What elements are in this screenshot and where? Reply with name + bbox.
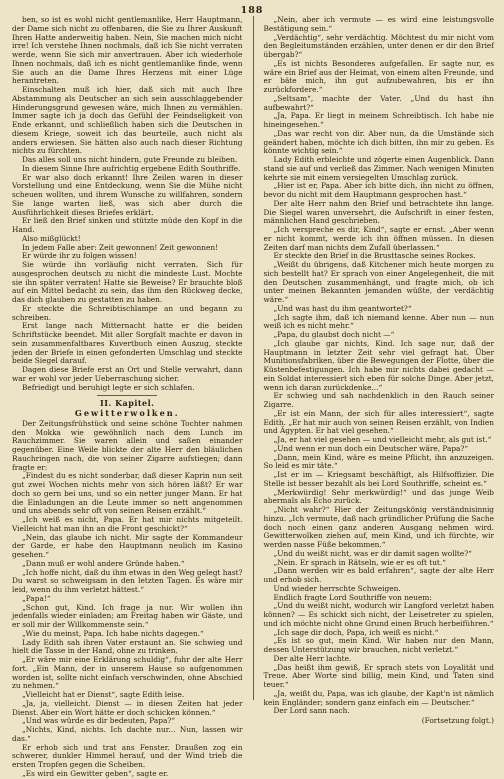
paragraph: „Nein, aber ich vermute — es wird eine leistungsvolle Bestätigung sein.“ — [263, 15, 494, 33]
left-column — [12, 15, 243, 778]
right-column — [263, 15, 495, 725]
paragraph: „Schon gut, Kind. Ich frage ja nur. Wir wollen ihn jedenfalls wieder einladen; am Freitag haben wir Gäste, und er soll mir der Willkommenste sein.“ — [12, 602, 243, 629]
paragraph: „Und was würde es dir bedeuten, Papa?“ — [22, 716, 176, 726]
column-rule — [253, 16, 254, 700]
paragraph: Er würde ihr zu folgen wissen! — [22, 251, 137, 261]
paragraph: „Das war recht von dir. Aber nun, da die Umstände sich geändert haben, möchte ich dich bitten, ihn mir zu geben. Es könnte wichtig sein.“ — [263, 128, 494, 156]
paragraph: In jedem Falle aber: Zeit gewonnen! Zeit gewonnen! — [22, 242, 219, 252]
paragraph: „Weißt du übrigens, daß Kitchener mich heute morgen zu sich bestellt hat? Er sprach von einer Angelegenheit, die mit den Deutschen zusammenhängt, und fragte mich, ob ich unter meinen Bekannten jemanden wüßte, der verdächtig wäre.“ — [263, 260, 494, 304]
paragraph: „Dann werden wir es bald erfahren“, sagte der alte Herr und erhob sich. — [263, 566, 494, 584]
paragraph: „Nein. Er sprach in Rätseln, wie er es oft tut.“ — [273, 557, 446, 567]
paragraph: In diesem Sinne Ihre aufrichtig ergebene Edith Southriffe. — [22, 163, 241, 173]
paragraph: „Findest du es nicht sonderbar, daß dieser Kaprin nun seit gut zwei Wochen nichts mehr von sich hören läßt? Er war doch so gern bei uns, und so ein netter junger Mann. Er hat die Einladungen an die Leute immer so nett angenommen und uns abends sehr oft von seinen Reisen erzählt.“ — [12, 471, 243, 516]
paragraph: „Hier ist er, Papa. Aber ich bitte dich, ihn nicht zu öffnen, bevor du nicht mit dem Hauptmann gesprochen hast.“ — [263, 181, 494, 199]
paragraph: ben, so ist es wohl nicht gentlemanlike, Herr Hauptmann, der Dame sich nicht zu offenbaren, die Sie zu Ihrer Auskunft Ihren Hatte anderweitig haben. Nein, Sie machen mich nicht irre! Ich verstehe Ihnen nochmals, daß ich Sie nicht verraten werde, wenn Sie sich mir anvertrauen. Aber ich wiederhole Ihnen nochmals, daß ich es nicht gentlemanlike finde, wenn Sie auch an die Dame Ihres Herzens mit einer Lüge herantreten. — [12, 15, 243, 86]
paragraph: „Ich sagte ihm, daß ich niemand kenne. Aber nun — nun weiß ich es nicht mehr.“ — [263, 312, 494, 331]
paragraph: „Ich verspreche es dir, Kind“, sagte er ernst. „Aber wenn er nicht kommt, werde ich ihn öffnen müssen. In diesen Zeiten darf man nichts dem Zufall überlassen.“ — [263, 225, 494, 252]
paragraph: „Und was hast du ihm geantwortet?“ — [273, 303, 412, 313]
paragraph: Befriedigt und beruhigt legte er sich schlafen. — [22, 382, 195, 392]
left-column-text-bottom — [12, 420, 243, 779]
paragraph: „Nein, das glaube ich nicht. Mir sagte der Kommandeur der Garde, er habe den Hauptmann neulich im Kasino gesehen.“ — [12, 532, 243, 559]
paragraph: „Ist er im — Kriegsamt beschäftigt, als Hilfsoffizier. Die Stelle ist besser bezahlt als bei Lord Southriffe, scheint es.“ — [263, 470, 494, 488]
continuation-note: (Fortsetzung folgt.) — [421, 716, 494, 725]
paragraph: „Ja, Papa. Er liegt in meinem Schreibtisch. Ich habe nie hineingesehen.“ — [263, 111, 494, 129]
paragraph: „Vielleicht hat er Dienst“, sagte Edith leise. — [22, 690, 185, 699]
paragraph: Lady Edith erbleichte und zögerte einen Augenblick. Dann stand sie auf und verließ das Zimmer. Nach wenigen Minuten kehrte sie mit einem versiegelten Umschlag zurück. — [263, 155, 494, 182]
paragraph: „Nichts, Kind, nichts. Ich dachte nur... Nun, lassen wir das.“ — [12, 725, 243, 743]
paragraph: „Es ist so gut, mein Kind. Wir haben nur den Mann, dessen Unterstützung wir brauchen, nicht verletzt.“ — [263, 636, 494, 654]
paragraph: Sie würde ihn vorläufig nicht verraten. Sich für ausgesprochen deutsch zu nicht die mindeste Lust. Mochte sie ihn später verraten! Hatte sie Beweise? Er brauchte bloß auf ein Mittel bedacht zu sein, das ihm den Rückweg decke, das dich glauben zu gestatten zu haben. — [12, 260, 243, 304]
right-column-text — [264, 16, 495, 716]
paragraph: Das alles soll uns nicht hindern, gute Freunde zu bleiben. — [22, 155, 238, 164]
paragraph: „Nicht wahr?“ Hier der Zeitungskönig verständnisinnig hinzu. „Ich vermute, daß nach gründlicher Prüfung die Sache doch noch einen ganz anderen Ausgang nehmen wird. Gewitterwolken ziehen auf, mein Kind, und ich fürchte, wir werden nasse Füße bekommen.“ — [263, 505, 494, 549]
paragraph: „Und du weißt nicht, wodurch wir Langford verletzt haben können? — Es schickt sich nicht, der Leisetreter zu spielen, und ich möchte nicht ohne Grund einen Bruch herbeiführen.“ — [263, 601, 494, 628]
paragraph: „Ich weiß es nicht, Papa. Er hat mir nichts mitgeteilt. Vielleicht hat man ihn an die Front geschickt?“ — [12, 515, 243, 533]
paragraph: „Ja, weißt du, Papa, was ich glaube, der Kapt'n ist nämlich kein Engländer; sondern ganz einfach ein — Deutscher.“ — [263, 688, 494, 707]
paragraph: Dagen diese Briefe erst an Ort und Stelle verwahrt, dann war er wohl vor jeder Ueberraschung sicher. — [12, 365, 243, 383]
paragraph: „Ja, er hat viel gesehen — und vielleicht mehr, als gut ist.“ — [273, 435, 492, 444]
paragraph: Lady Edith sah ihren Vater erstaunt an. Sie schwieg und hielt die Tasse in der Hand, ohne zu trinken. — [12, 637, 243, 656]
chapter-title: Gewitterwolken. — [74, 408, 180, 418]
paragraph: „Ich hoffe nicht, daß du ihm etwas in den Weg gelegt hast? Du warst so schweigsam in den letzten Tagen. Es wäre mir leid, wenn du ihm verletzt hättest.“ — [12, 567, 243, 594]
paragraph: „Ja, ja, vielleicht. Dienst — in diesen Zeiten hat jeder Dienst. Aber ein Wort hätte er doch schicken können.“ — [12, 698, 243, 717]
paragraph: „Es ist nichts Besonderes aufgefallen. Er sagte nur, es wäre ein Brief aus der Heimat, von einem alten Freunde, und er bäte mich, ihn gut aufzubewahren, bis er ihn zurückfordere.“ — [263, 58, 494, 94]
paragraph: Erst lange nach Mitternacht hatte er die beiden Schriftstücke beendet. Mit aller Sorgfalt machte er davon in sein zusammenfaltbares Kuvertbuch einen Auszug, steckte jeden der Briefe in einen gefonderten Umschlag und steckte beide Siegel darauf. — [12, 321, 243, 366]
paragraph: „Er wäre mir eine Erklärung schuldig“, fuhr der alte Herr fort. „Ein Mann, der in unserem Hause so aufgenommen worden ist, sollte nicht einfach verschwinden, ohne Abschied zu nehmen.“ — [12, 655, 243, 691]
paragraph: „Dann, mein Kind, wäre es meine Pflicht, ihn anzuzeigen. So leid es mir täte.“ — [263, 452, 494, 471]
paragraph: Er erhob sich und trat ans Fenster. Draußen zog ein schwerer, dunkler Himmel herauf, und der Wind trieb die ersten Tropfen gegen die Scheiben. — [12, 742, 243, 769]
section-divider — [97, 395, 157, 396]
paragraph: Der alte Herr nahm den Brief und betrachtete ihn lange. Die Siegel waren unversehrt, die Aufschrift in einer festen, männlichen Hand geschrieben. — [263, 198, 494, 226]
paragraph: Der alte Herr lachte. — [273, 653, 352, 663]
paragraph: „Merkwürdig! Sehr merkwürdig!“ und das junge Weib abermals als Echo zurück. — [263, 487, 494, 506]
paragraph: Er war also doch erkannt! Ihre Zeilen waren in dieser Vorstellung und eine Entdeckung, wenn Sie die Mühe nicht scheuen wollten, und ihrem Wunsche zu willfahren, sondern Sie lange warten ließ, was sich aber durch die Ausführlichkeit dieses Briefes erklärt. — [12, 172, 243, 217]
paragraph: Er steckte die Schreibtischlampe an und begann zu schreiben. — [12, 303, 243, 322]
paragraph: „Papa!“ — [22, 593, 51, 603]
paragraph: Der Zeitungsfrühstück und seine schöne Tochter nahmen den Mokka wie gewöhnlich nach dem Lunch im Rauchzimmer. Sie waren allein und saßen einander gegenüber. Eine Weile blickte der alte Herr den bläulichen Rauchringen nach, die von seiner Zigarre aufstiegen; dann fragte er: — [12, 418, 243, 472]
paragraph: „Und du weißt nicht, was er dir damit sagen wollte?“ — [273, 548, 472, 558]
paragraph: Der Lord sann nach. — [273, 706, 350, 716]
paragraph: „Wie du meinst, Papa. Ich habe nichts dagegen.“ — [22, 628, 204, 638]
paragraph: „Papa, du glaubst doch nicht —“ — [273, 330, 395, 339]
paragraph: „Das heißt ihm gewiß, Er sprach stets von Loyalität und Treue. Aber Worte sind billig, mein Kind, und Taten sind teuer.“ — [263, 662, 494, 689]
chapter-number: II. Kapitel. — [100, 398, 155, 409]
paragraph: „Verdächtig“, sehr verdächtig. Möchtest du mir nicht vom den Begleitumständen erzählen, unter denen er dir den Brief übergab?“ — [263, 32, 494, 59]
paragraph: Und wieder herrschte Schweigen. — [273, 583, 401, 593]
paragraph: Also mißglückt! — [22, 233, 81, 243]
paragraph: Er schwieg und sah nachdenklich in den Rauch seiner Zigarre. — [263, 391, 494, 409]
paragraph: „Und wenn er nun doch ein Deutscher wäre, Papa?“ — [273, 443, 469, 453]
paragraph: Endlich fragte Lord Southriffe von neuem: — [273, 592, 432, 602]
paragraph: „Ich sage dir doch, Papa, ich weiß es nicht.“ — [273, 627, 439, 637]
paragraph: Er steckte den Brief in die Brusttasche seines Rockes. — [273, 251, 476, 261]
paragraph: Einschalten muß ich hier, daß sich mit auch Ihre Abstammung als Deutscher an sich sein ausschlaggebender Hinderungsgrund gewesen wäre, mich Ihnen zu vermählen. Immer sagte ich ja doch das Gefühl der Feindseligkeit von Ende erkannt, und schließlich haben sich die Deutschen in diesem Kriege, soweit ich das beurteile, auch nicht als anders erwiesen. Sie hätten also auch nach dieser Richtung nichts zu fürchten. — [12, 85, 243, 156]
page-number: 188 — [240, 5, 264, 16]
paragraph: „Dann muß er wohl andere Gründe haben.“ — [22, 558, 185, 568]
paragraph: „Es wird ein Gewitter geben“, sagte er. — [22, 768, 169, 778]
paragraph: „Ich glaube gar nichts, Kind. Ich sage nur, daß der Hauptmann in letzter Zeit sehr viel gefragt hat. Über Munitionsfabriken, über die Bewegungen der Flotte, über die Küstenbefestigungen. Ich habe mir nichts dabei gedacht — ein Soldat interessiert sich eben für solche Dinge. Aber jetzt, wenn ich daran zurückdenke...“ — [263, 338, 494, 392]
paragraph: „Er ist ein Mann, der sich für alles interessiert“, sagte Edith. „Er hat mir auch von seinen Reisen erzählt, von Indien und Ägypten. Er hat viel gesehen.“ — [263, 408, 494, 436]
text-columns — [12, 15, 494, 778]
paragraph: „Seltsam“, machte der Vater. „Und du hast ihn aufbewahrt?“ — [263, 93, 494, 112]
paragraph: Er ließ den Brief sinken und stützte müde den Kopf in die Hand. — [12, 216, 243, 234]
left-column-text-top — [12, 16, 243, 392]
